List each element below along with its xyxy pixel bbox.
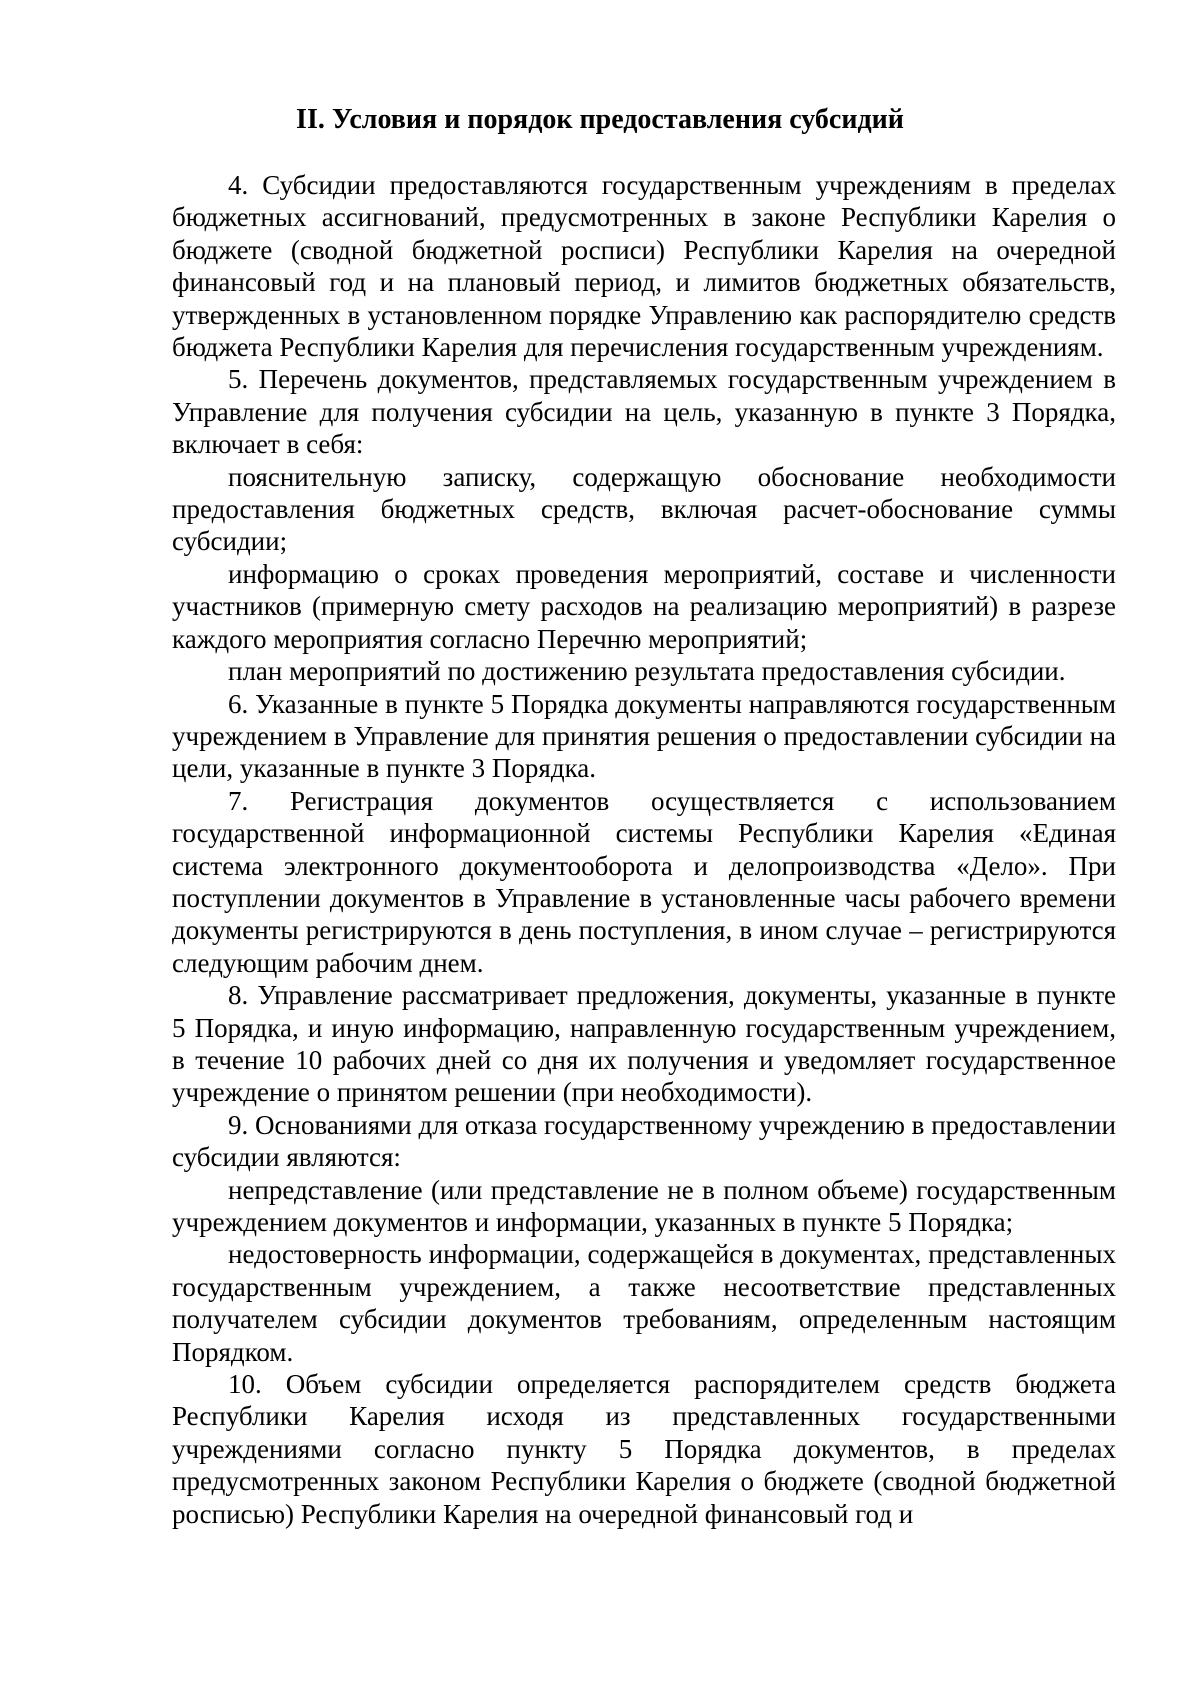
paragraph-item-7: 7. Регистрация документов осуществляется с использованием государственной информационной системы Республики Карелия «Единая система электронного документооборота и делопроизводства «Дело». При поступлении документов в Управление в установленные часы рабочего времени документы регистрируются в день поступления, в ином случае – регистрируются следующим рабочим днем.: [172, 785, 1116, 978]
paragraph-item-9: 9. Основаниями для отказа государственному учреждению в предоставлении субсидии являются:: [172, 1109, 1116, 1173]
section-title: II. Условия и порядок предоставления субсидий: [296, 104, 904, 135]
paragraph-item-4: 4. Субсидии предоставляются государственным учреждениям в пределах бюджетных ассигнований, предусмотренных в законе Республики Карелия о бюджете (сводной бюджетной росписи) Республики Карелия на очередной финансовый год и на плановый период, и лимитов бюджетных обязательств, утвержденных в установленном порядке Управлению как распорядителю средств бюджета Республики Карелия для перечисления государственным учреждениям.: [172, 170, 1116, 363]
paragraph-item-10: 10. Объем субсидии определяется распорядителем средств бюджета Республики Карелия исходя из представленных государственными учреждениями согласно пункту 5 Порядка документов, в пределах предусмотренных законом Республики Карелия о бюджете (сводной бюджетной росписью) Республики Карелия на очередной финансовый год и: [172, 1369, 1116, 1529]
paragraph-list-explanatory-note: пояснительную записку, содержащую обоснование необходимости предоставления бюджетных средств, включая расчет-обоснование суммы субсидии;: [172, 461, 1116, 557]
paragraph-list-event-info: информацию о сроках проведения мероприятий, составе и численности участников (примерную смету расходов на реализацию мероприятий) в разрезе каждого мероприятия согласно Перечню мероприятий;: [172, 558, 1116, 654]
paragraph-item-6: 6. Указанные в пункте 5 Порядка документы направляются государственным учреждением в Управление для принятия решения о предоставлении субсидии на цели, указанные в пункте 3 Порядка.: [172, 688, 1116, 784]
paragraph-list-event-plan: план мероприятий по достижению результата предоставления субсидии.: [228, 656, 1066, 687]
paragraph-list-unreliability: недостоверность информации, содержащейся в документах, представленных государственным учреждением, а также несоответствие представленных получателем субсидии документов требованиям, определенным настоящим Порядком.: [172, 1239, 1116, 1367]
document-body: [172, 169, 1116, 1530]
paragraph-item-8: 8. Управление рассматривает предложения, документы, указанные в пункте 5 Порядка, и иную информацию, направленную государственным учреждением, в течение 10 рабочих дней со дня их получения и уведомляет государственное учреждение о принятом решении (при необходимости).: [172, 980, 1116, 1108]
paragraph-item-5: 5. Перечень документов, представляемых государственным учреждением в Управление для получения субсидии на цель, указанную в пункте 3 Порядка, включает в себя:: [172, 364, 1116, 460]
paragraph-list-non-submission: непредставление (или представление не в полном объеме) государственным учреждением документов и информации, указанных в пункте 5 Порядка;: [172, 1174, 1116, 1237]
